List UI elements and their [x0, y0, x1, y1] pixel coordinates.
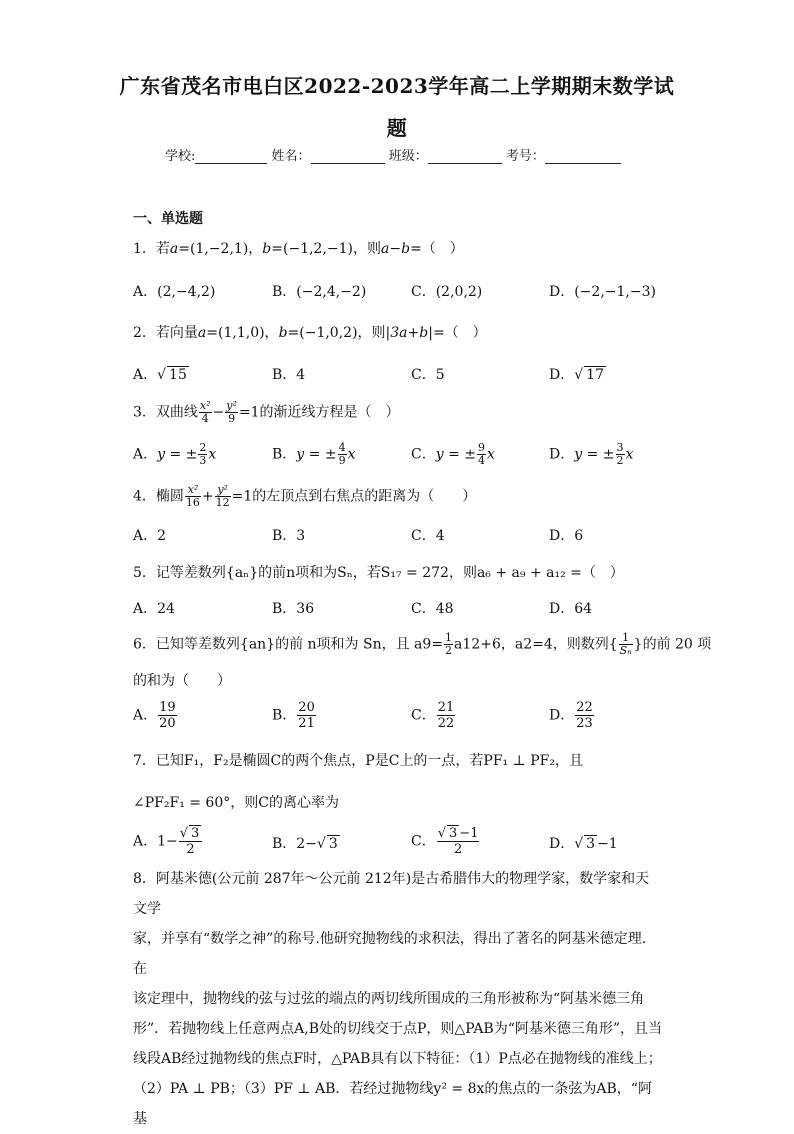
q2-option-c: C．5 [411, 367, 445, 383]
question-6-stem: 6．已知等差数列{an}的前 n项和为 Sn，且 a9= $\frac{1}{2}$ a12+6，a2=4，则数列{ $\frac{1}{\text{Sₙ}}$ }的前 20 项 [133, 631, 712, 657]
q5-option-d: D．64 [549, 601, 593, 617]
q3-option-b: B．y = ± $\frac{4}{9}$ x [272, 441, 356, 467]
doc-title-line1: 广东省茂名市电白区2022-2023学年高二上学期期末数学试 [119, 74, 675, 98]
q2-option-b: B．4 [272, 367, 306, 383]
q4-option-c: C．4 [411, 528, 445, 544]
q6-option-b: B． $\frac{20}{21}$ [272, 700, 315, 731]
section-heading: 一、单选题 [133, 211, 203, 227]
question-8-paragraph [133, 864, 663, 1134]
q2-option-a: A．√ 15 [133, 367, 187, 383]
class-label: 班级： [388, 149, 428, 164]
q1-option-a: A．(2,−4,2) [133, 284, 216, 300]
exam-no-field[interactable] [545, 149, 621, 164]
school-label: 学校: [165, 149, 196, 164]
q1-option-c: C．(2,0,2) [411, 284, 483, 300]
q7-option-b: B．2−√ 3 [272, 836, 338, 852]
name-label: 姓名： [271, 149, 311, 164]
question-7-stem-line2: ∠PF₂F₁ = 60°，则C的离心率为 [133, 795, 339, 811]
q3-option-d: D．y = ± $\frac{3}{2}$ x [549, 441, 634, 467]
question-6-stem-line2: 的和为（ ） [133, 673, 231, 689]
q4-option-d: D．6 [549, 528, 584, 544]
question-1-stem: 1．若a=(1,−2,1)，b=(−1,2,−1)，则a−b=（ ） [133, 241, 464, 257]
name-field[interactable] [311, 149, 385, 164]
q5-option-b: B．36 [272, 601, 315, 617]
q7-option-d: D．√ 3 −1 [549, 836, 618, 852]
question-4-stem: 4．椭圆 $\frac{\text{x²}}{16}$ + $\frac{\text{y²}}{12}$ =1的左顶点到右焦点的距离为（ ） [133, 483, 477, 509]
q6-option-c: C． $\frac{21}{22}$ [411, 700, 455, 731]
student-info-row [165, 145, 621, 164]
q8-line: 8．阿基米德(公元前 287年～公元前 212年)是古希腊伟大的物理学家，数学家和天文学 [133, 871, 650, 917]
class-field[interactable] [428, 149, 502, 164]
doc-title-line2: 题 [386, 116, 408, 140]
q1-option-d: D．(−2,−1,−3) [549, 284, 656, 300]
q8-line: 形”．若抛物线上任意两点A,B处的切线交于点P，则△PAB为“阿基米德三角形”，且当 [133, 1021, 663, 1037]
question-2-stem: 2．若向量a=(1,1,0)，b=(−1,0,2)，则|3a+b|=（ ） [133, 325, 487, 341]
q8-line: 家，并享有“数学之神”的称号.他研究抛物线的求积法，得出了著名的阿基米德定理．在 [133, 931, 656, 977]
q4-option-a: A．2 [133, 528, 167, 544]
q5-option-c: C．48 [411, 601, 454, 617]
q3-option-a: A．y = ± $\frac{2}{3}$ x [133, 441, 217, 467]
q8-line: （2）PA ⊥ PB；（3）PF ⊥ AB．若经过抛物线y² = 8x的焦点的一条弦为AB，“阿基 [133, 1081, 652, 1127]
q3-option-c: C．y = ± $\frac{9}{4}$ x [411, 441, 495, 467]
q7-option-a: A．1− $\frac{√ 3}{2}$ [133, 826, 203, 857]
q7-option-c: C． $\frac{√ 3 -1}{2}$ [411, 826, 479, 857]
exam-no-label: 考号： [505, 149, 545, 164]
q2-option-d: D．√ 17 [549, 367, 604, 383]
q6-option-a: A． $\frac{19}{20}$ [133, 700, 176, 731]
q5-option-a: A．24 [133, 601, 175, 617]
question-7-stem: 7．已知F₁，F₂是椭圆C的两个焦点，P是C上的一点，若PF₁ ⊥ PF₂，且 [133, 753, 583, 769]
school-field[interactable] [195, 149, 267, 164]
q1-option-b: B．(−2,4,−2) [272, 284, 367, 300]
question-3-stem: 3．双曲线 $\frac{\text{x²}}{4}$ − $\frac{\text{y²}}{9}$ =1的渐近线方程是（ ） [133, 399, 400, 425]
q4-option-b: B．3 [272, 528, 306, 544]
q8-line: 该定理中，抛物线的弦与过弦的端点的两切线所围成的三角形被称为“阿基米德三角 [133, 991, 645, 1007]
q8-line: 线段AB经过抛物线的焦点F时，△PAB具有以下特征：（1）P点必在抛物线的准线上； [133, 1051, 662, 1067]
question-5-stem: 5．记等差数列{aₙ}的前n项和为Sₙ，若S₁₇ = 272，则a₆ + a₉ + a₁₂ =（ ） [133, 565, 624, 581]
q6-option-d: D． $\frac{22}{23}$ [549, 700, 593, 731]
